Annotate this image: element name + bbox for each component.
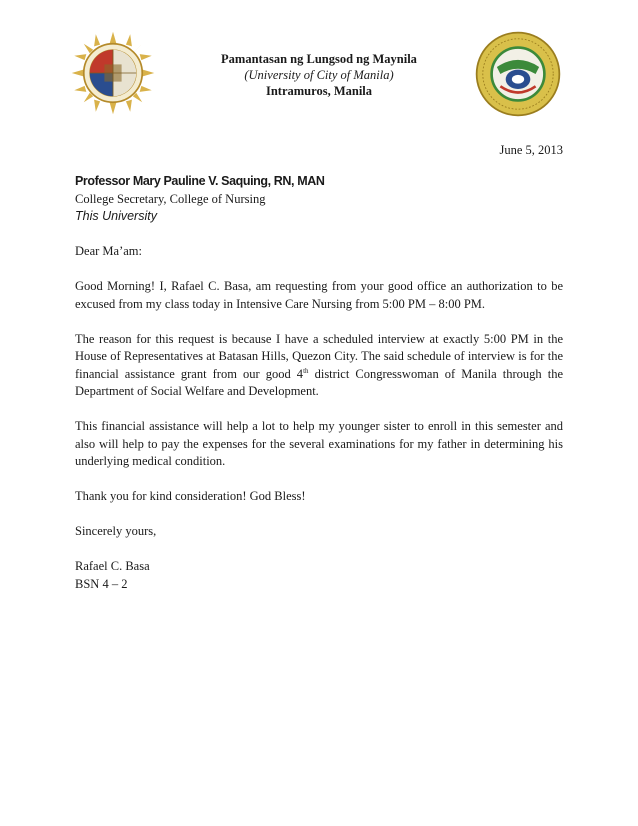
letter-body — [75, 173, 563, 593]
paragraph-reason-part1: The reason for this request is because I have a scheduled interview at exactly 5:00 PM in the House of Representatives at Batasan Hills, Quezon City. The said schedule of interview is for the financial assistance grant from our good 4 — [75, 331, 563, 381]
college-of-nursing-seal-icon — [474, 30, 562, 118]
paragraph-request: Good Morning! I, Rafael C. Basa, am requesting from your good office an authorization to be excused from my class today in Intensive Care Nursing from 5:00 PM – 8:00 PM. — [75, 279, 563, 311]
recipient-name: Professor Mary Pauline V. Saquing, RN, MAN — [75, 174, 325, 188]
signer-name: Rafael C. Basa — [75, 559, 150, 573]
closing: Sincerely yours, — [75, 524, 157, 538]
ordinal-suffix: th — [303, 366, 309, 375]
university-location: Intramuros, Manila — [265, 84, 373, 98]
recipient-title: College Secretary, College of Nursing — [75, 191, 266, 206]
university-english-name: (University of City of Manila) — [244, 68, 394, 82]
salutation: Dear Ma’am: — [75, 244, 142, 258]
university-name: Pamantasan ng Lungsod ng Maynila — [221, 52, 417, 66]
paragraph-thanks: Thank you for kind consideration! God Bless! — [75, 489, 306, 503]
letterhead — [160, 51, 478, 99]
signer-section: BSN 4 – 2 — [75, 576, 128, 591]
paragraph-assistance: This financial assistance will help a lot to help my younger sister to enroll in this semester and also will help to pay the expenses for the several examinations for my father in determining his underlying medical condition. — [75, 419, 563, 468]
recipient-organization: This University — [75, 209, 157, 223]
plm-university-seal-icon — [70, 30, 156, 116]
paragraph-reason — [75, 331, 563, 401]
paragraph-reason-part2: district Congresswoman of Manila through the Department of Social Welfare and Development. — [75, 366, 563, 398]
letter-date: June 5, 2013 — [499, 143, 563, 157]
